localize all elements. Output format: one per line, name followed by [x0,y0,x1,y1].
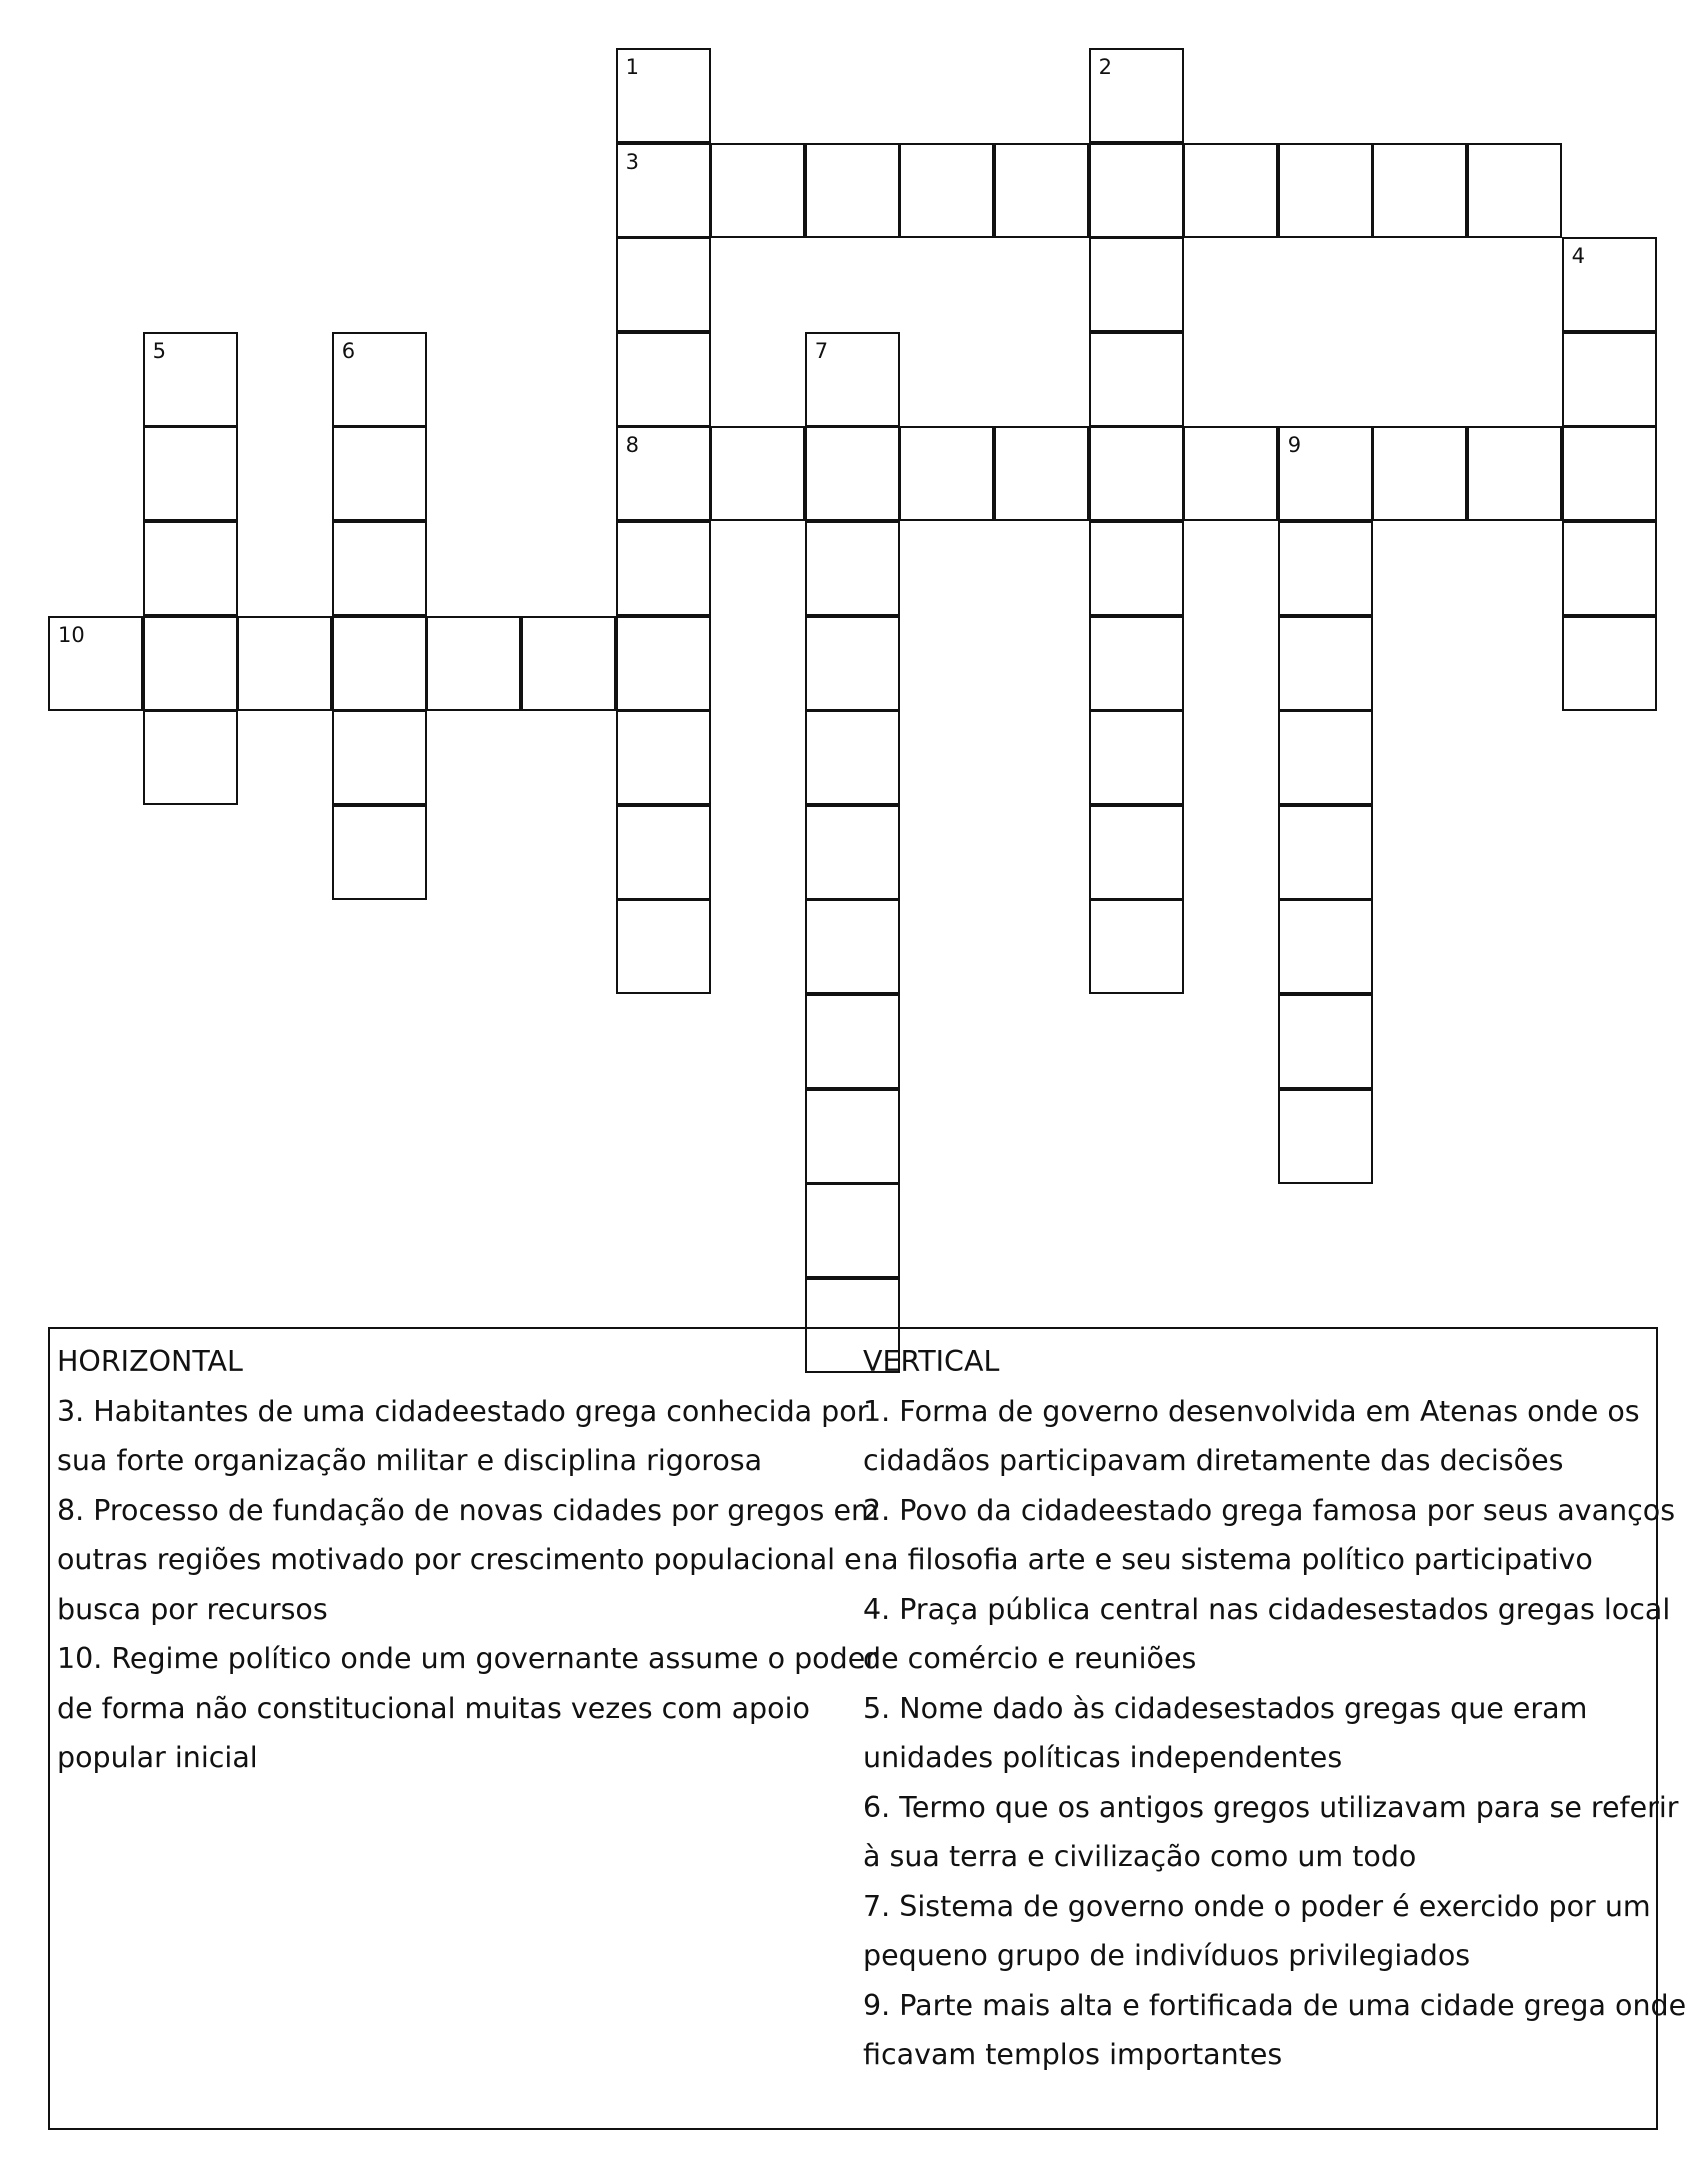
grid-cell[interactable] [616,710,711,805]
grid-cell[interactable] [332,426,427,521]
grid-cell[interactable] [332,805,427,900]
clue-line: ficavam templos importantes [863,2038,1283,2071]
clue-line: unidades políticas independentes [863,1741,1343,1774]
clue-number: 7 [814,338,829,363]
vertical-heading: VERTICAL [863,1345,1000,1378]
clue-line: popular inicial [57,1741,258,1774]
grid-cell[interactable] [1562,426,1657,521]
clue-line: 4. Praça pública central nas cidadesestados gregas local [863,1592,1671,1626]
grid-cell[interactable] [332,710,427,805]
grid-cell[interactable] [1089,521,1184,616]
grid-cell[interactable] [710,143,805,238]
grid-cell[interactable] [143,521,238,616]
grid-cell[interactable] [1562,521,1657,616]
grid-cell[interactable] [616,237,711,332]
grid-cell[interactable] [1278,1089,1373,1184]
grid-cell[interactable] [805,899,900,994]
grid-cell[interactable] [805,143,900,238]
grid-cell[interactable] [1278,521,1373,616]
grid-cell[interactable] [805,805,900,900]
grid-cell[interactable] [1089,48,1184,143]
clue-line: 1. Forma de governo desenvolvida em Atenas onde os [863,1394,1640,1428]
grid-cell[interactable] [994,143,1089,238]
grid-cell[interactable] [332,616,427,711]
clue-line: na filosofia arte e seu sistema político participativo [863,1543,1593,1576]
clue-line: 2. Povo da cidadeestado grega famosa por seus avanços [863,1493,1676,1527]
clue-line: sua forte organização militar e disciplina rigorosa [57,1444,763,1477]
grid-cell[interactable] [805,426,900,521]
clue-line: 7. Sistema de governo onde o poder é exercido por um [863,1889,1651,1923]
grid-cell[interactable] [143,426,238,521]
grid-cell[interactable] [616,521,711,616]
grid-cell[interactable] [1089,805,1184,900]
clue-line: 10. Regime político onde um governante assume o poder [57,1642,877,1675]
grid-cell[interactable] [805,994,900,1089]
grid-cell[interactable] [616,899,711,994]
grid-cell[interactable] [1183,426,1278,521]
grid-cell[interactable] [616,332,711,427]
clue-line: 5. Nome dado às cidadesestados gregas que eram [863,1691,1588,1725]
clue-line: de comércio e reuniões [863,1642,1197,1675]
grid-cell[interactable] [1562,332,1657,427]
clue-number: 8 [625,433,639,458]
horizontal-clues [57,1337,879,1783]
clue-line: 8. Processo de fundação de novas cidades por gregos em [57,1493,879,1527]
grid-cell[interactable] [1372,143,1467,238]
grid-cell[interactable] [616,616,711,711]
grid-cell[interactable] [1089,616,1184,711]
clue-number: 4 [1571,244,1585,269]
grid-cell[interactable] [805,332,900,427]
clue-line: de forma não constitucional muitas vezes com apoio [57,1691,810,1725]
grid-cell[interactable] [805,616,900,711]
grid-cell[interactable] [521,616,616,711]
grid-cell[interactable] [1278,426,1373,521]
clue-line: busca por recursos [57,1592,328,1626]
clue-number: 6 [341,338,356,363]
clue-number: 1 [625,55,639,79]
grid-cell[interactable] [1089,237,1184,332]
clue-line: pequeno grupo de indivíduos privilegiados [863,1939,1471,1972]
grid-cell[interactable] [616,48,711,143]
grid-cell[interactable] [710,426,805,521]
grid-cell[interactable] [616,143,711,238]
clue-number: 10 [58,622,85,647]
grid-cell[interactable] [332,521,427,616]
horizontal-heading: HORIZONTAL [57,1345,243,1378]
grid-cell[interactable] [1562,616,1657,711]
clue-line: 3. Habitantes de uma cidadeestado grega conhecida por [57,1394,869,1428]
vertical-clues [863,1337,1687,2080]
clue-number: 5 [152,338,166,363]
clue-line: 9. Parte mais alta e fortificada de uma cidade grega onde [863,1988,1687,2022]
grid-cell[interactable] [1278,899,1373,994]
grid-cell[interactable] [48,616,143,711]
grid-cell[interactable] [1278,616,1373,711]
grid-cell[interactable] [899,143,994,238]
grid-cell[interactable] [616,426,711,521]
clue-number: 9 [1287,433,1302,458]
grid-cell[interactable] [143,332,238,427]
grid-cell[interactable] [1467,143,1562,238]
grid-cell[interactable] [1089,899,1184,994]
grid-cell[interactable] [426,616,521,711]
grid-cell[interactable] [1467,426,1562,521]
grid-cell[interactable] [1089,426,1184,521]
grid-cell[interactable] [1278,805,1373,900]
grid-cell[interactable] [805,1183,900,1278]
clue-line: 6. Termo que os antigos gregos utilizavam para se referir [863,1790,1679,1824]
grid-cell[interactable] [332,332,427,427]
grid-cell[interactable] [616,805,711,900]
grid-cell[interactable] [143,616,238,711]
grid-cell[interactable] [1278,143,1373,238]
grid-cell[interactable] [899,426,994,521]
grid-cell[interactable] [237,616,332,711]
grid-cell[interactable] [805,1089,900,1184]
grid-cell[interactable] [1089,710,1184,805]
clue-number: 2 [1098,55,1112,79]
grid-cell[interactable] [1089,332,1184,427]
grid-cell[interactable] [1372,426,1467,521]
grid-cell[interactable] [143,710,238,805]
grid-cell[interactable] [805,710,900,805]
grid-cell[interactable] [805,521,900,616]
grid-cell[interactable] [1278,710,1373,805]
grid-cell[interactable] [1278,994,1373,1089]
grid-cell[interactable] [1089,143,1184,238]
grid-cell[interactable] [1562,237,1657,332]
clue-line: outras regiões motivado por crescimento populacional e [57,1543,862,1576]
clue-line: cidadãos participavam diretamente das decisões [863,1444,1564,1477]
clue-number: 3 [625,149,639,174]
clue-line: à sua terra e civilização como um todo [863,1840,1417,1873]
grid-cell[interactable] [994,426,1089,521]
grid-cell[interactable] [1183,143,1278,238]
clue-box [48,1327,1687,2130]
